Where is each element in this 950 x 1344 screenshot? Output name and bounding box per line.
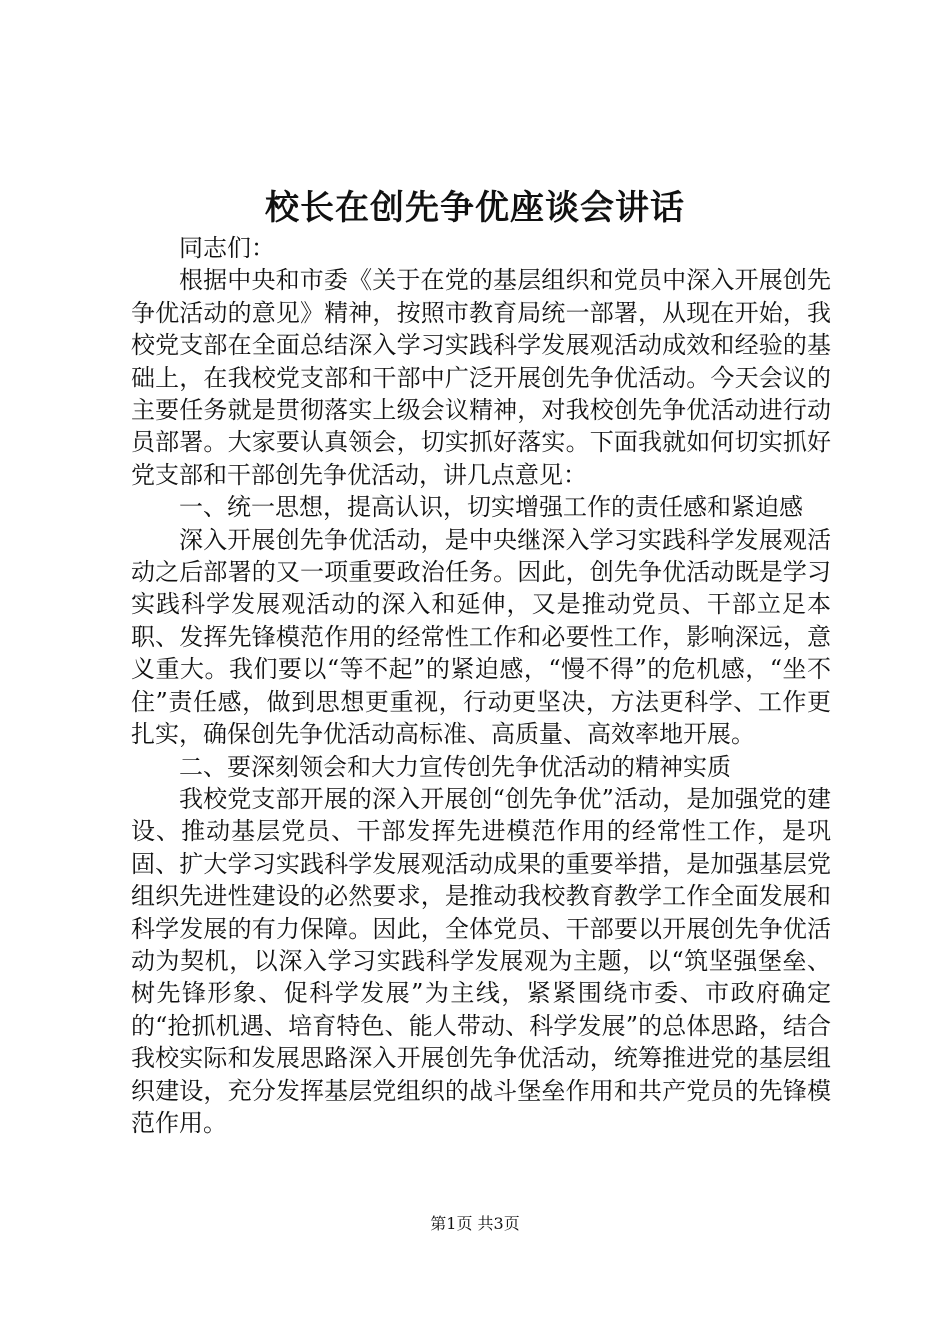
intro-paragraph: 根据中央和市委《关于在党的基层组织和党员中深入开展创先争优活动的意见》精神，按照市教育局统一部署，从现在开始，我校党支部在全面总结深入学习实践科学发展观活动成效和经验的基础上，在我校党支部和干部中广泛开展创先争优活动。今天会议的主要任务就是贯彻落实上级会议精神，对我校创先争优活动进行动员部署。大家要认真领会，切实抓好落实。下面我就如何切实抓好党支部和干部创先争优活动，讲几点意见：: [131, 266, 831, 489]
section-2-paragraph: 我校党支部开展的深入开展创“创先争优”活动，是加强党的建设、推动基层党员、干部发挥先进模范作用的经常性工作，是巩固、扩大学习实践科学发展观活动成果的重要举措，是加强基层党组织先进性建设的必然要求，是推动我校教育教学工作全面发展和科学发展的有力保障。因此，全体党员、干部要以开展创先争优活动为契机，以深入学习实践科学发展观为主题，以“筑坚强堡垒、树先锋形象、促科学发展”为主线，紧紧围绕市委、市政府确定的“抢抓机遇、培育特色、能人带动、科学发展”的总体思路，结合我校实际和发展思路深入开展创先争优活动，统筹推进党的基层组织建设，充分发挥基层党组织的战斗堡垒作用和共产党员的先锋模范作用。: [131, 784, 831, 1137]
section-heading-1: 一、统一思想，提高认识，切实增强工作的责任感和紧迫感: [179, 493, 803, 522]
page-number-footer: 第1页 共3页: [430, 1214, 520, 1233]
section-1-paragraph: 深入开展创先争优活动，是中央继深入学习实践科学发展观活动之后部署的又一项重要政治任务。因此，创先争优活动既是学习实践科学发展观活动的深入和延伸，又是推动党员、干部立足本职、发挥先锋模范作用的经常性工作和必要性工作，影响深远，意义重大。我们要以“等不起”的紧迫感，“慢不得”的危机感，“坐不住”责任感，做到思想更重视，行动更坚决，方法更科学、工作更扎实，确保创先争优活动高标准、高质量、高效率地开展。: [131, 525, 831, 749]
document-title: 校长在创先争优座谈会讲话: [265, 188, 685, 228]
document-body: [131, 232, 831, 1139]
salutation-paragraph: 同志们：: [179, 234, 275, 262]
section-heading-2: 二、要深刻领会和大力宣传创先争优活动的精神实质: [179, 752, 731, 781]
